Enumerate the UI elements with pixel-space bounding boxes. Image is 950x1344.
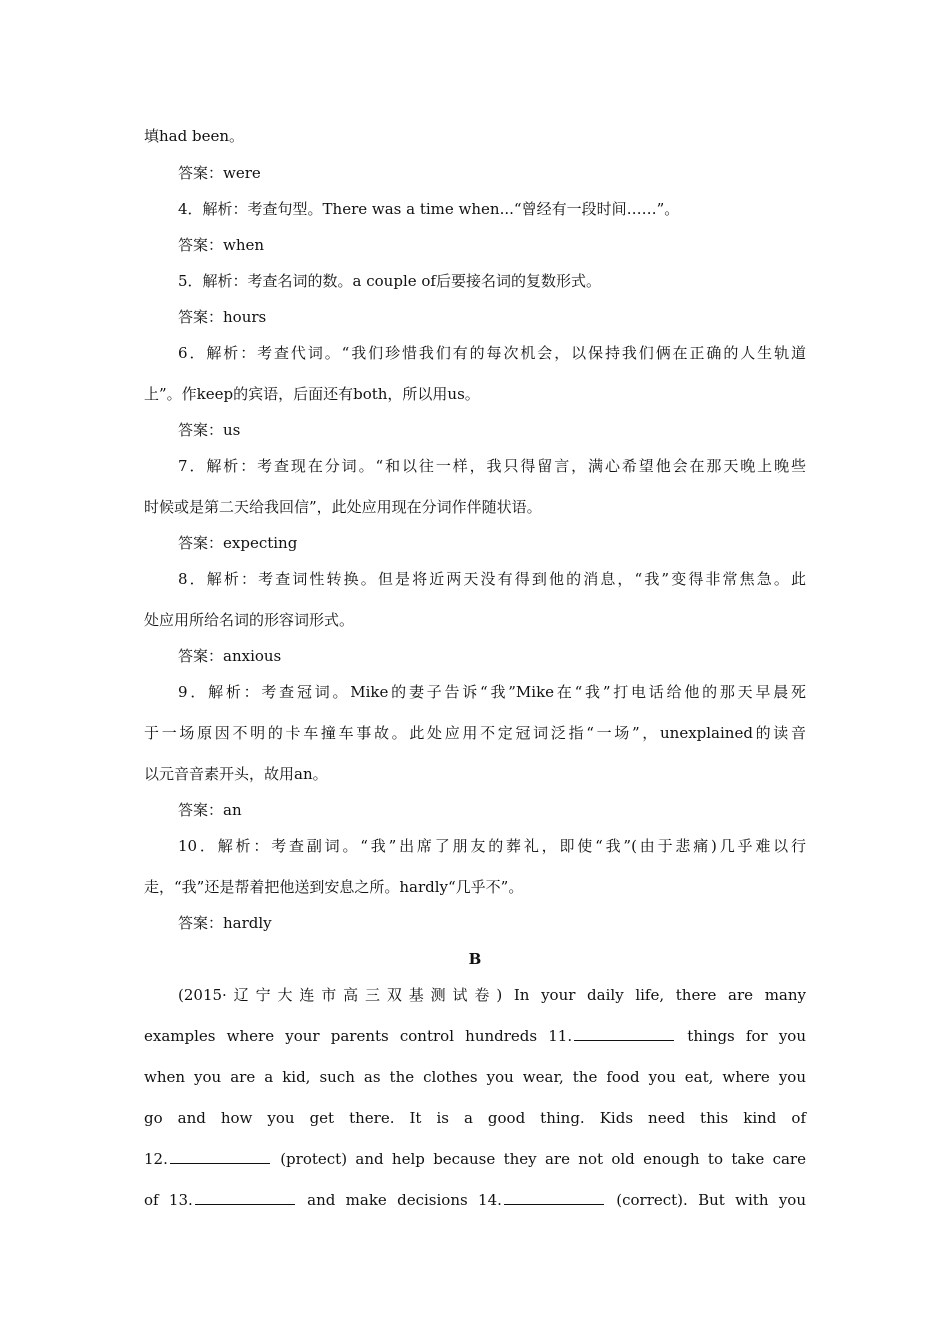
analysis-line: 7．解析：考查现在分词。“和以往一样，我只得留言，满心希望他会在那天晚上晚些 xyxy=(178,457,806,475)
passage-text: (protect) and help because they are not old enough to take care xyxy=(280,1150,806,1168)
answer-line: 答案：an xyxy=(178,801,242,819)
answer-line: 答案：expecting xyxy=(178,534,298,552)
analysis-line: 5．解析：考查名词的数。a couple of后要接名词的复数形式。 xyxy=(178,272,601,290)
passage-text: of 13. xyxy=(144,1191,193,1209)
analysis-line: 时候或是第二天给我回信”，此处应用现在分词作伴随状语。 xyxy=(144,498,542,516)
passage-line xyxy=(144,1149,806,1169)
answer-line: 答案：when xyxy=(178,236,265,254)
passage-text: examples where your parents control hundreds 11. xyxy=(144,1027,573,1045)
blank-12[interactable] xyxy=(170,1149,270,1164)
blank-14[interactable] xyxy=(504,1190,604,1205)
answer-line: 答案：were xyxy=(178,164,261,182)
analysis-line: 4．解析：考查句型。There was a time when...“曾经有一段时间……”。 xyxy=(178,200,680,218)
analysis-line: 处应用所给名词的形容词形式。 xyxy=(144,611,355,629)
answer-line: 答案：us xyxy=(178,421,241,439)
passage-text: things for you xyxy=(687,1027,806,1045)
passage-line xyxy=(144,1190,806,1210)
passage-line: (2015·辽宁大连市高三双基测试卷) In your daily life, there are many xyxy=(178,986,806,1004)
passage-line xyxy=(144,1026,806,1046)
analysis-line: 以元音音素开头，故用an。 xyxy=(144,765,328,783)
analysis-line: 上”。作keep的宾语，后面还有both，所以用us。 xyxy=(144,385,480,403)
answer-line: 答案：anxious xyxy=(178,647,282,665)
analysis-line: 于一场原因不明的卡车撞车事故。此处应用不定冠词泛指“一场”，unexplained的读音 xyxy=(144,724,806,742)
answer-line: 答案：hardly xyxy=(178,914,272,932)
text-line: 填had been。 xyxy=(144,127,244,145)
analysis-line: 6．解析：考查代词。“我们珍惜我们有的每次机会，以保持我们俩在正确的人生轨道 xyxy=(178,344,806,362)
passage-line: when you are a kid, such as the clothes you wear, the food you eat, where you xyxy=(144,1068,806,1086)
analysis-line: 10．解析：考查副词。“我”出席了朋友的葬礼，即使“我”(由于悲痛)几乎难以行 xyxy=(178,837,806,855)
passage-text: 12. xyxy=(144,1150,168,1168)
analysis-line: 走，“我”还是帮着把他送到安息之所。hardly“几乎不”。 xyxy=(144,878,524,896)
passage-text: and make decisions 14. xyxy=(307,1191,502,1209)
answer-line: 答案：hours xyxy=(178,308,267,326)
section-title: B xyxy=(468,950,482,968)
analysis-line: 8．解析：考查词性转换。但是将近两天没有得到他的消息，“我”变得非常焦急。此 xyxy=(178,570,806,588)
blank-13[interactable] xyxy=(195,1190,295,1205)
passage-line: go and how you get there. It is a good thing. Kids need this kind of xyxy=(144,1109,806,1127)
blank-11[interactable] xyxy=(574,1026,674,1041)
analysis-line: 9．解析：考查冠词。Mike的妻子告诉“我”Mike在“我”打电话给他的那天早晨死 xyxy=(178,683,806,701)
passage-text: (correct). But with you xyxy=(616,1191,806,1209)
